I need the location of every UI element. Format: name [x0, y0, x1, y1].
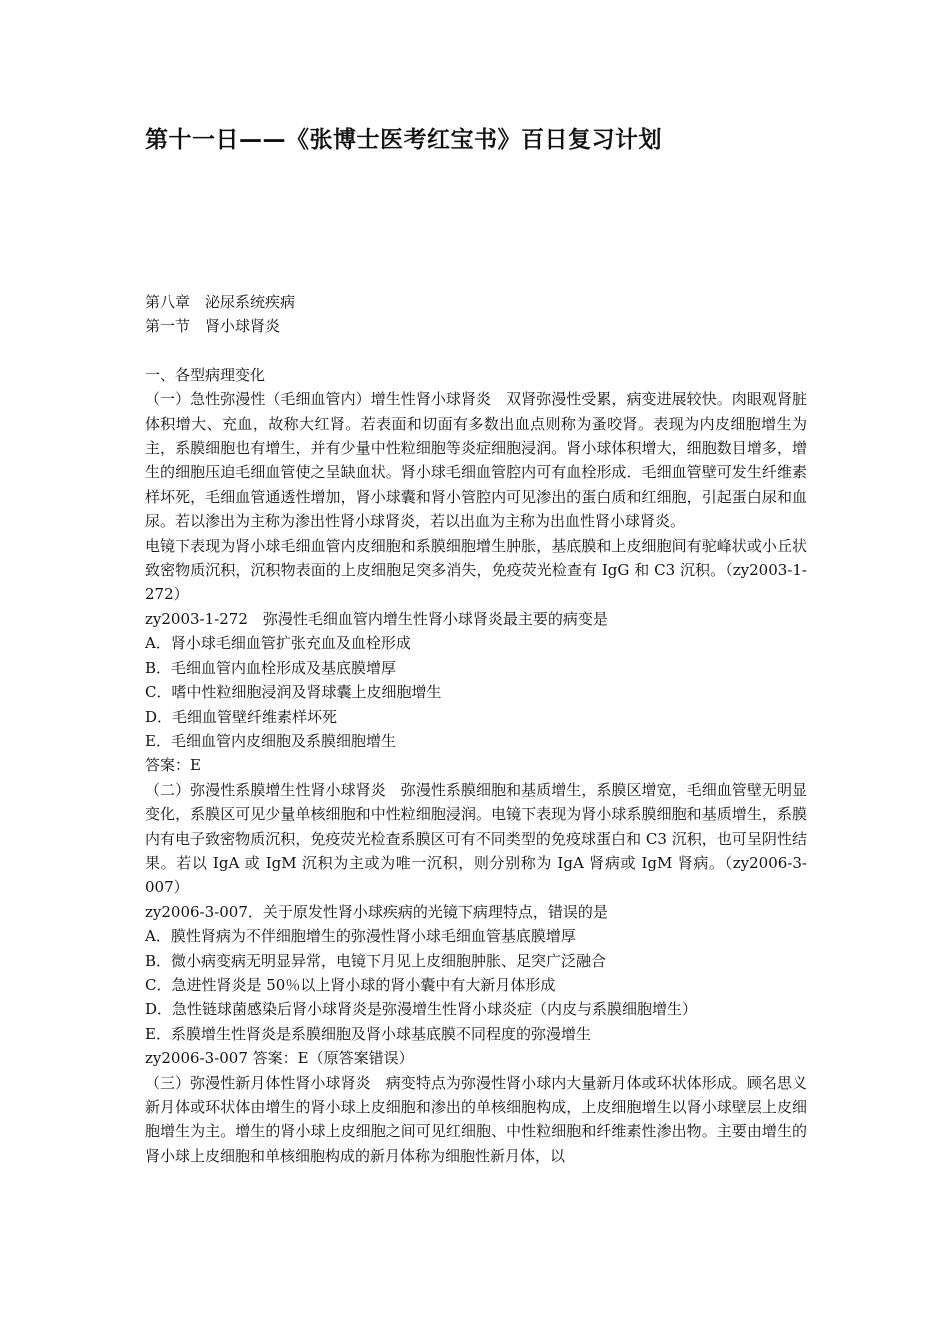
- question-1-stem: zy2003-1-272 弥漫性毛细血管内增生性肾小球肾炎最主要的病变是: [145, 609, 608, 628]
- question-2-option-c: C．急进性肾炎是 50％以上肾小球的肾小囊中有大新月体形成: [145, 975, 556, 994]
- paragraph-acute-gn: （一）急性弥漫性（毛细血管内）增生性肾小球肾炎 双肾弥漫性受累，病变进展较快。肉眼观肾脏体积增大、充血，故称大红肾。若表面和切面有多数出血点则称为蚤咬肾。表现为内皮细胞增生为主，系膜细胞也有增生，并有少量中性粒细胞等炎症细胞浸润。肾小球体积增大，细胞数目增多，增生的细胞压迫毛细血管使之呈缺血状。肾小球毛细血管腔内可有血栓形成．毛细血管壁可发生纤维素样坏死，毛细血管通透性增加，肾小球囊和肾小管腔内可见渗出的蛋白质和红细胞，引起蛋白尿和血尿。若以渗出为主称为渗出性肾小球肾炎，若以出血为主称为出血性肾小球肾炎。: [145, 390, 807, 531]
- question-2-stem: zy2006-3-007．关于原发性肾小球疾病的光镜下病理特点，错误的是: [145, 902, 608, 921]
- question-2-option-e: E．系膜增生性肾炎是系膜细胞及肾小球基底膜不同程度的弥漫增生: [145, 1024, 591, 1043]
- document-body: [145, 290, 807, 1168]
- document-title: 第十一日——《张博士医考红宝书》百日复习计划: [145, 127, 662, 153]
- chapter-heading: 第八章 泌尿系统疾病: [145, 293, 296, 311]
- question-2-answer: zy2006-3-007 答案：E（原答案错误）: [145, 1049, 414, 1068]
- part-heading: 一、各型病理变化: [145, 365, 266, 384]
- question-2-option-b: B．微小病变病无明显异常，电镜下月见上皮细胞肿胀、足突广泛融合: [145, 951, 607, 970]
- paragraph-mesangial-gn: （二）弥漫性系膜增生性肾小球肾炎 弥漫性系膜细胞和基质增生，系膜区增宽，毛细血管壁无明显变化，系膜区可见少量单核细胞和中性粒细胞浸润。电镜下表现为肾小球系膜细胞和基质增生，系膜内有电子致密物质沉积，免疫荧光检查系膜区可有不同类型的免疫球蛋白和 C3 沉积，也可呈阴性结果。若以 IgA 或 IgM 沉积为主或为唯一沉积，则分别称为 IgA 肾病或 IgM 肾病。（zy2006-3-007）: [145, 780, 807, 897]
- question-1-option-a: A．肾小球毛细血管扩张充血及血栓形成: [145, 634, 411, 653]
- question-1-option-b: B．毛细血管内血栓形成及基底膜增厚: [145, 658, 397, 677]
- question-2-option-a: A．膜性肾病为不伴细胞增生的弥漫性肾小球毛细血管基底膜增厚: [145, 927, 576, 946]
- question-1-option-d: D．毛细血管壁纤维素样坏死: [145, 707, 338, 726]
- paragraph-crescentic-gn: （三）弥漫性新月体性肾小球肾炎 病变特点为弥漫性肾小球内大量新月体或环状体形成。顾名思义新月体或环状体由增生的肾小球上皮细胞和渗出的单核细胞构成，上皮细胞增生以肾小球壁层上皮细胞增生为主。增生的肾小球上皮细胞之间可见红细胞、中性粒细胞和纤维素性渗出物。主要由增生的肾小球上皮细胞和单核细胞构成的新月体称为细胞性新月体，以: [145, 1073, 807, 1165]
- paragraph-electron-microscopy: 电镜下表现为肾小球毛细血管内皮细胞和系膜细胞增生肿胀，基底膜和上皮细胞间有驼峰状或小丘状致密物质沉积，沉积物表面的上皮细胞足突多消失，免疫荧光检查有 IgG 和 C3 沉积。（zy2003-1-272）: [145, 536, 807, 604]
- question-2-option-d: D．急性链球菌感染后肾小球肾炎是弥漫增生性肾小球炎症（内皮与系膜细胞增生）: [145, 1000, 698, 1019]
- spacer: [145, 339, 807, 363]
- question-1-answer: 答案：E: [145, 756, 201, 775]
- question-1-option-e: E．毛细血管内皮细胞及系膜细胞增生: [145, 731, 396, 750]
- section-heading: 第一节 肾小球肾炎: [145, 317, 281, 336]
- question-1-option-c: C．嗜中性粒细胞浸润及肾球囊上皮细胞增生: [145, 683, 442, 702]
